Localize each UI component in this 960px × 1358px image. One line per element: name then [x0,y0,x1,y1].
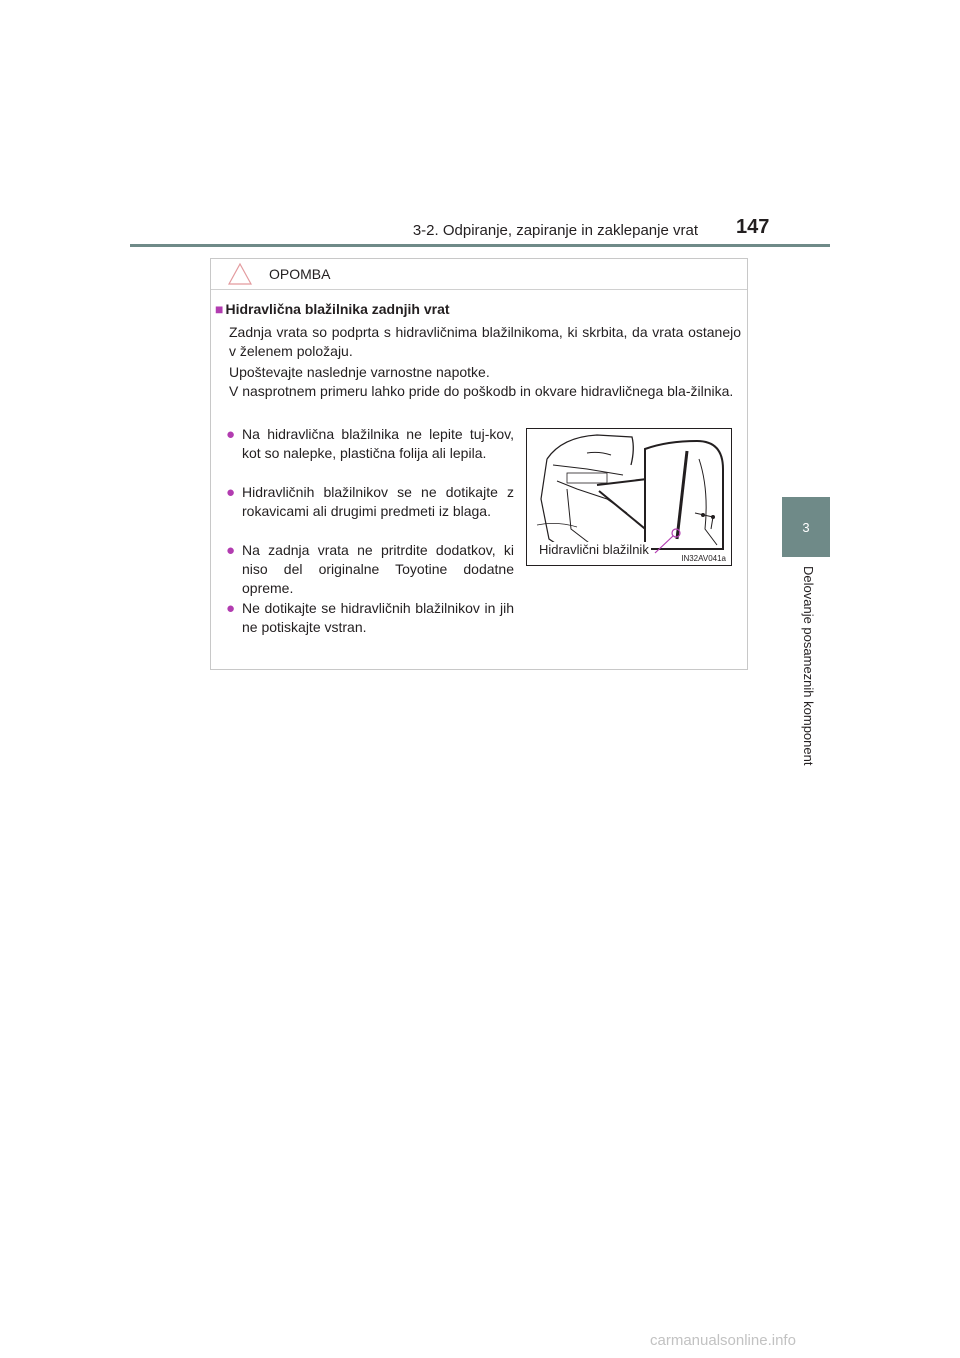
section-title-text: Hidravlična blažilnika zadnjih vrat [225,301,450,317]
figure-caption: Hidravlični blažilnik [539,542,649,557]
bullet-text: Na zadnja vrata ne pritrdite dodatkov, ki niso del originalne Toyotine dodatne opreme. [242,542,514,596]
section-marker-icon: ■ [215,301,224,317]
paragraph-precautions-line-1: Upoštevajte naslednje varnostne napotke. [229,364,490,380]
section-title [215,301,450,317]
bullet-dot-icon: ● [226,484,236,501]
notice-header [211,259,747,290]
bullet-text: Ne dotikajte se hidravličnih blažilnikov in jih ne potiskajte vstran. [242,600,514,635]
chapter-title-vertical: Delovanje posameznih komponent [801,566,816,766]
bullet-dot-icon: ● [226,600,236,617]
watermark: carmanualsonline.info [650,1332,796,1349]
bullet-item [226,599,514,637]
warning-triangle-icon [227,262,253,286]
notice-label: OPOMBA [269,266,331,282]
paragraph-intro: Zadnja vrata so podprta s hidravličnima blažilnikoma, ki skrbita, da vrata ostanejo v želenem položaju. [229,324,741,359]
header-divider [130,244,830,247]
bullet-text: Na hidravlična blažilnika ne lepite tuj-kov, kot so nalepke, plastična folija ali lepila. [242,426,514,461]
bullet-item [226,483,514,521]
bullet-dot-icon: ● [226,426,236,443]
bullet-item [226,425,514,463]
figure-code: IN32AV041a [681,554,726,563]
paragraph-precautions-line-2: V nasprotnem primeru lahko pride do poškodb in okvare hidravličnega bla-žilnika. [229,383,734,399]
bullet-dot-icon: ● [226,542,236,559]
chapter-number: 3 [802,520,810,535]
hydraulic-damper-figure [526,428,732,566]
bullet-item [226,541,514,598]
bullet-text: Hidravličnih blažilnikov se ne dotikajte z rokavicami ali drugimi predmeti iz blaga. [242,484,514,519]
section-header-title: 3-2. Odpiranje, zapiranje in zaklepanje vrat [412,222,698,239]
page-number: 147 [736,216,770,238]
